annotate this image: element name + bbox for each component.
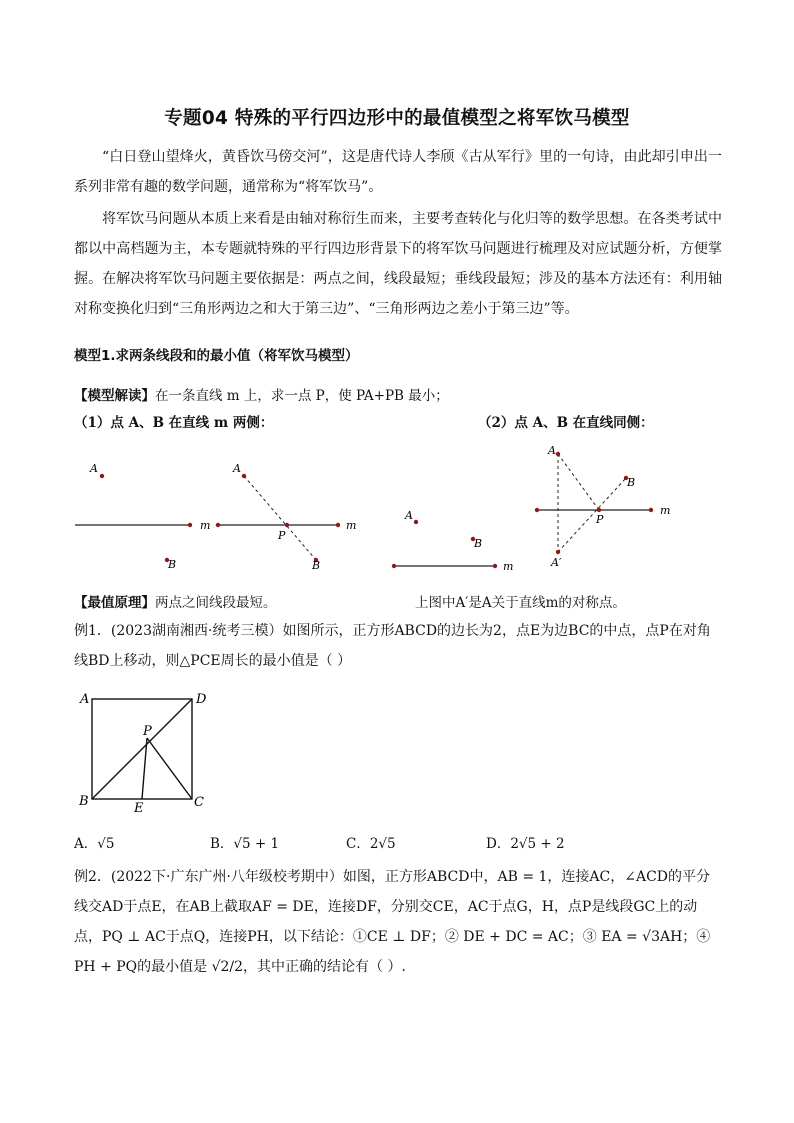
example-1-figure [70, 686, 210, 816]
label-B-4: B [627, 476, 636, 489]
intro-paragraph-2: 将军饮马问题从本质上来看是由轴对称衍生而来，主要考查转化与化归等的数学思想。在各类考试中都以中高档题为主，本专题就特殊的平行四边形背景下的将军饮马问题进行梳理及对应试题分析，方便掌握。在解决将军饮马问题主要依据是：两点之间，线段最短；垂线段最短；涉及的基本方法还有：利用轴对称变换化归到“三角形两边之和大于第三边”、“三角形两边之差小于第三边”等。 [74, 211, 722, 317]
principle-line [74, 591, 277, 611]
fig1-label-E: E [134, 801, 144, 816]
fig1-label-D: D [196, 692, 207, 707]
label-B-3: B [474, 537, 483, 550]
label-m-1: m [200, 519, 211, 532]
label-A-4: A [548, 444, 556, 457]
option-a[interactable]: A．√5 [74, 836, 115, 852]
label-m-2: m [346, 519, 357, 532]
label-P-2: P [278, 529, 286, 542]
model-explain-text: 在一条直线 m 上，求一点 P，使 PA+PB 最小； [155, 388, 449, 404]
case-2-label: （2）点 A、B 在直线同侧： [478, 415, 654, 431]
label-m-3: m [503, 560, 514, 573]
fig1-label-C: C [194, 795, 204, 810]
example-1-text: 例1．(2023湖南湘西·统考三模）如图所示，正方形ABCD的边长为2，点E为边BC的中点，点P在对角线BD上移动，则△PCE周长的最小值是（ ） [74, 623, 711, 669]
principle-note: 上图中A′是A关于直线m的对称点。 [415, 595, 626, 611]
label-A-2: A [233, 462, 241, 475]
option-c[interactable]: C．2√5 [346, 836, 396, 852]
principle-text: 两点之间线段最短。 [155, 595, 277, 611]
option-d[interactable]: D．2√5 + 2 [486, 836, 565, 852]
fig1-label-B: B [79, 794, 89, 809]
page-title: 专题04 特殊的平行四边形中的最值模型之将军饮马模型 [164, 108, 630, 129]
intro-paragraph-1: “白日登山望烽火，黄昏饮马傍交河”，这是唐代诗人李颀《古从军行》里的一句诗，由此却引申出一系列非常有趣的数学问题，通常称为“将军饮马”。 [74, 149, 722, 195]
model-explain-label: 【模型解读】 [74, 388, 155, 404]
model-diagrams [0, 430, 794, 580]
diagram-1 [75, 462, 210, 571]
model-explain-line [74, 384, 449, 404]
diagram-4 [535, 444, 671, 569]
label-A-3: A [405, 509, 413, 522]
fig1-label-A: A [80, 692, 90, 707]
label-m-4: m [660, 504, 671, 517]
label-A-1: A [90, 462, 98, 475]
label-B-2: B [312, 559, 321, 572]
fig1-label-P: P [143, 724, 152, 739]
example-2-text: 例2．(2022下·广东广州·八年级校考期中）如图，正方形ABCD中，AB = 1，连接AC，∠ACD的平分线交AD于点E，在AB上截取AF = DE，连接DF，分别交CE，AC于点G，H，点P是线段GC上的动点，PQ ⊥ AC于点Q，连接PH，以下结论：①CE ⊥ DF；② DE + DC = AC；③ EA = √3AH；④ PH + PQ的最小值是 √2/2，其中正确的结论有（ ）. [74, 869, 711, 975]
model-1-title: 模型1.求两条线段和的最小值（将军饮马模型） [74, 348, 359, 364]
case-1-label: （1）点 A、B 在直线 m 两侧： [74, 415, 274, 431]
label-P-4: P [596, 513, 604, 526]
principle-label: 【最值原理】 [74, 595, 155, 611]
diagram-3 [392, 509, 514, 573]
label-A-prime-4: A′ [551, 556, 562, 569]
option-b[interactable]: B．√5 + 1 [210, 836, 280, 852]
diagram-2 [216, 462, 357, 572]
label-B-1: B [168, 558, 177, 571]
